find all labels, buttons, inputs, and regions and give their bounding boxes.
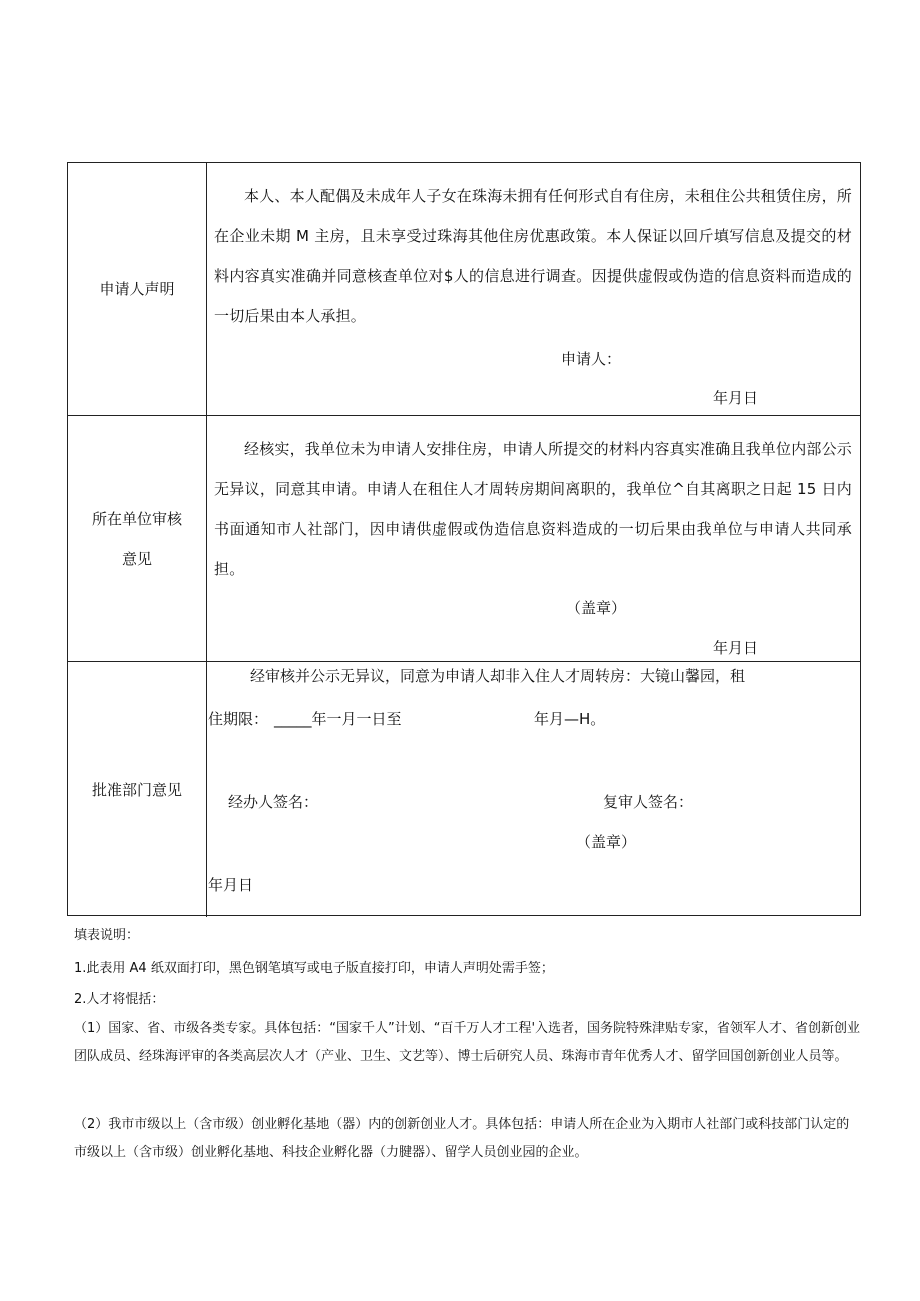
application-form-table xyxy=(67,162,861,916)
label-line-2: 意见 xyxy=(121,549,152,568)
handler-signature-label: 经办人签名： xyxy=(228,793,319,811)
label-applicant-declaration xyxy=(68,163,207,415)
content-approval xyxy=(208,662,860,917)
label-text: 申请人声明 xyxy=(99,280,175,298)
notes-item-2: 2.人才将惃括： xyxy=(74,992,165,1007)
label-text: 批准部门意见 xyxy=(91,780,182,799)
reviewer-signature-label: 复审人签名： xyxy=(603,793,694,811)
label-approval xyxy=(68,662,207,917)
lease-end-date: 年月—H。 xyxy=(534,710,606,728)
row-unit-review xyxy=(68,416,860,662)
notes-item-1: 1.此表用 A4 纸双面打印，黑色钢笔填写或电子版直接打印，申请人声明处需手签； xyxy=(74,961,554,976)
notes-item-2-2: （2）我市市级以上（含市级）创业孵化基地（器）内的创新创业人才。具体包括：申请人所在企业为入期市人社部门或科技部门认定的市级以上（含市级）创业孵化基地、科技企业孵化器（力腱器）、留学人员创业园的企业。 xyxy=(74,1117,850,1160)
applicant-signature-label: 申请人： xyxy=(561,350,622,368)
declaration-text: 本人、本人配偶及未成年人子女在珠海未拥有任何形式自有住房，未租住公共租赁住房，所在企业未期 M 主房，且未享受过珠海其他住房优惠政策。本人保证以回斤填写信息及提交的材料内容真实准确并同意核查单位对$人的信息进行调查。因提供虚假或伪造的信息资料而造成的一切后果由本人承担。 xyxy=(214,187,853,325)
lease-start-year-blank: _____ xyxy=(274,710,312,728)
approval-line-2 xyxy=(208,709,402,729)
lease-period-label: 住期限： xyxy=(208,710,269,728)
label-line-1: 所在单位审核 xyxy=(91,509,182,528)
label-unit-review xyxy=(68,416,207,661)
content-applicant-declaration xyxy=(208,163,860,415)
approval-seal-label: （盖章） xyxy=(576,833,637,851)
notes-title: 填表说明： xyxy=(74,928,140,943)
approval-date: 年月日 xyxy=(208,876,254,894)
unit-review-text: 经核实，我单位未为申请人安排住房，申请人所提交的材料内容真实准确且我单位内部公示无异议，同意其申请。申请人在租住人才周转房期间离职的，我单位^自其离职之日起 15 日内书面通知市人社部门，因申请供虚假或伪造信息资料造成的一切后果由我单位与申请人共同承担。 xyxy=(214,440,853,578)
approval-line-1: 经审核并公示无异议，同意为申请人却非入住人才周转房：大镜山馨园，租 xyxy=(250,667,746,685)
notes-item-2-1: （1）国家、省、市级各类专家。具体包括：“国家千人”计划、“百千万人才工程'入选者，国务院特殊津贴专家，省领军人才、省创新创业团队成员、经珠海评审的各类高层次人才（产业、卫生、文艺等）、博士后研究人员、珠海市青年优秀人才、留学回国创新创业人员等。 xyxy=(74,1021,861,1064)
unit-review-date: 年月日 xyxy=(713,639,759,657)
row-approval xyxy=(68,662,860,917)
declaration-date: 年月日 xyxy=(713,389,759,407)
lease-start-date: 年一月一日至 xyxy=(311,710,402,728)
unit-seal-label: （盖章） xyxy=(566,599,627,617)
content-unit-review xyxy=(208,416,860,661)
row-applicant-declaration xyxy=(68,163,860,416)
